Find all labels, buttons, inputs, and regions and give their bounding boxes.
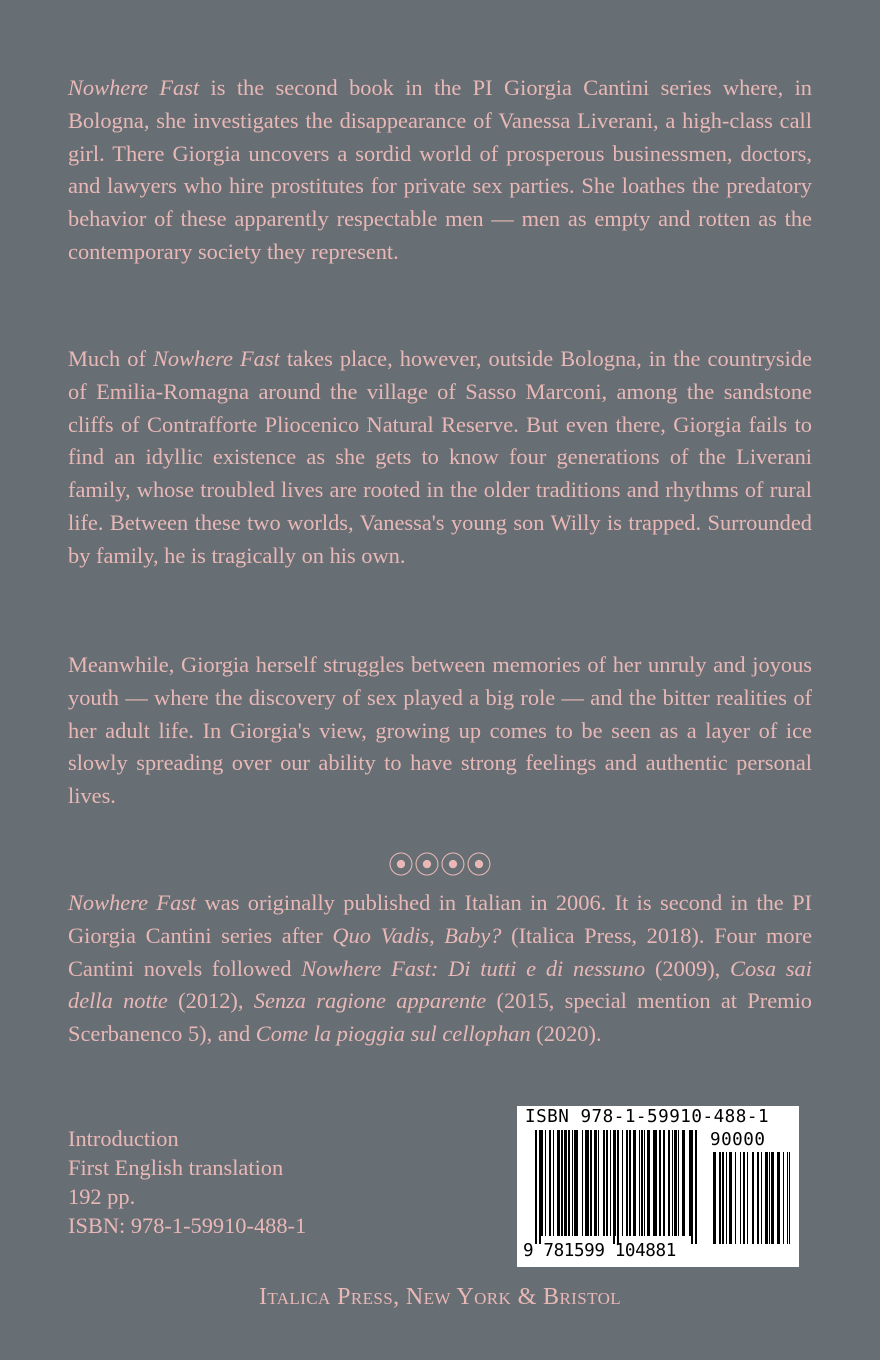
- barcode-bar: [606, 1130, 608, 1236]
- description-paragraph-2: [68, 343, 812, 573]
- barcode-guard-bar: [613, 1130, 615, 1244]
- paragraph-text: is the second book in the PI Giorgia Cantini series where, in Bologna, she investigates the disappearance of Vanessa Liverani, a high-class call girl. There Giorgia uncovers a sordid world of prosperous businessmen, doctors, and lawyers who hire prostitutes for private sex parties. She loathes the predatory behavior of these apparently respectable men — men as empty and rotten as the contemporary society they represent.: [68, 75, 812, 264]
- paragraph-text: (2009),: [645, 955, 731, 981]
- barcode-bar: [622, 1130, 623, 1236]
- barcode-bar: [647, 1130, 650, 1236]
- barcode-bar: [722, 1152, 724, 1244]
- barcode-bar: [603, 1130, 605, 1236]
- barcode-bar: [574, 1130, 578, 1236]
- circle-ornament-icon: ⦿: [440, 851, 467, 880]
- book-title: Quo Vadis, Baby?: [332, 922, 502, 948]
- barcode-bar: [541, 1130, 543, 1236]
- barcode-bar: [769, 1152, 770, 1244]
- barcode-bar: [761, 1152, 762, 1244]
- circle-ornament-icon: ⦿: [466, 851, 493, 880]
- publisher-imprint: Italica Press, New York & Bristol: [258, 1284, 622, 1310]
- barcode-addon-number: 90000: [710, 1130, 766, 1150]
- barcode-bar: [789, 1152, 790, 1244]
- barcode-bar: [639, 1130, 640, 1236]
- paragraph-text: was originally published in Italian in 2006. It is second in the PI Giorgia Cantini series after: [68, 890, 812, 948]
- barcode-bar: [735, 1152, 736, 1244]
- details-translation: First English translation: [68, 1155, 284, 1180]
- barcode-bar: [582, 1130, 583, 1236]
- barcode-bar: [682, 1130, 685, 1236]
- paragraph-text: (2020).: [530, 1021, 602, 1047]
- barcode-bar: [752, 1152, 754, 1244]
- barcode-bar: [747, 1152, 748, 1244]
- barcode-bar: [765, 1152, 768, 1244]
- barcode-bar: [719, 1152, 721, 1244]
- book-title: Nowhere Fast: [68, 75, 200, 100]
- barcode-bar: [678, 1130, 679, 1236]
- barcode-bar: [777, 1152, 780, 1244]
- barcode-guard-bar: [691, 1130, 693, 1244]
- barcode-guard-bar: [535, 1130, 537, 1244]
- barcode-bar: [610, 1130, 611, 1236]
- barcode-bar: [564, 1130, 567, 1236]
- barcode-bar: [729, 1152, 732, 1244]
- barcode-bar: [644, 1130, 645, 1236]
- barcode-bar: [553, 1130, 554, 1236]
- paragraph-text: (2012),: [167, 988, 254, 1014]
- circle-ornament-icon: ⦿: [387, 851, 414, 880]
- paragraph-text: (2015, special mention at Premio Scerbanenco 5), and: [68, 988, 812, 1047]
- barcode-bar: [653, 1130, 657, 1236]
- description-paragraph-1: [68, 72, 812, 269]
- barcode-bar: [545, 1130, 546, 1236]
- barcode-bar: [713, 1152, 716, 1244]
- barcode-bar: [568, 1130, 570, 1236]
- barcode-bar: [641, 1130, 643, 1236]
- barcode-bar: [726, 1152, 727, 1244]
- barcode-guard-bar: [695, 1130, 697, 1244]
- details-introduction: Introduction: [68, 1126, 179, 1151]
- barcode-bar: [743, 1152, 745, 1244]
- paragraph-text: takes place, however, outside Bologna, in the countryside of Emilia-Romagna around the village of Sasso Marconi, among the sandstone cliffs of Contrafforte Pliocenico Natural Reserve. But even there, Giorgia fails to find an idyllic existence as she gets to know four generations of the Liverani family, whose troubled lives are rooted in the older traditions and rhythms of rural life. Between these two worlds, Vanessa's young son Willy is trapped. Surrounded by family, he is tragically on his own.: [68, 346, 812, 568]
- barcode-bar: [561, 1130, 563, 1236]
- barcode-bar: [668, 1130, 670, 1236]
- book-title: Cosa sai della notte: [68, 955, 812, 1014]
- publication-note: [68, 887, 812, 1051]
- barcode-bar: [629, 1130, 631, 1236]
- details-isbn: ISBN: 978-1-59910-488-1: [68, 1213, 307, 1238]
- book-title: Nowhere Fast: Di tutti e di nessuno: [301, 955, 646, 981]
- barcode-bar: [626, 1130, 628, 1236]
- paragraph-text: Meanwhile, Giorgia herself struggles between memories of her unruly and joyous youth — where the discovery of sex played a big role — and the bitter realities of her adult life. In Giorgia's view, growing up comes to be seen as a layer of ice slowly spreading over our ability to have strong feelings and authentic personal lives.: [68, 652, 812, 809]
- barcode-bar: [549, 1130, 551, 1236]
- description-paragraph-3: [68, 649, 812, 813]
- book-title: Come la pioggia sul cellophan: [255, 1021, 531, 1047]
- barcode-bar: [663, 1130, 665, 1236]
- barcode-bar: [557, 1130, 560, 1236]
- barcode-bar: [672, 1130, 673, 1236]
- barcode-guard-bar: [617, 1130, 619, 1244]
- barcode-bar: [787, 1152, 788, 1244]
- barcode-bar: [659, 1130, 661, 1236]
- barcode-isbn-label: ISBN 978-1-59910-488-1: [525, 1107, 770, 1127]
- barcode-guard-bar: [539, 1130, 541, 1244]
- paragraph-text: (Italica Press, 2018). Four more Cantini novels followed: [68, 922, 813, 981]
- circle-ornament-icon: ⦿: [413, 851, 440, 880]
- paragraph-text: Much of: [68, 346, 153, 371]
- details-page-count: 192 pp.: [68, 1184, 136, 1209]
- book-details: [68, 1124, 306, 1240]
- section-ornament: [0, 845, 880, 882]
- book-title: Senza ragione apparente: [253, 988, 487, 1014]
- barcode-ean-number: 9 781599 104881: [523, 1241, 676, 1261]
- barcode-bar: [674, 1130, 677, 1236]
- barcode-bar: [740, 1152, 741, 1244]
- barcode-bar: [757, 1152, 759, 1244]
- book-title: Nowhere Fast: [68, 890, 197, 915]
- barcode-bar: [572, 1130, 573, 1236]
- book-title: Nowhere Fast: [152, 346, 280, 371]
- barcode-bar: [771, 1152, 774, 1244]
- barcode-bar: [633, 1130, 636, 1236]
- barcode-bar: [585, 1130, 589, 1236]
- barcode-bar: [590, 1130, 592, 1236]
- isbn-barcode: [517, 1106, 799, 1267]
- barcode-bar: [594, 1130, 597, 1236]
- barcode-bar: [598, 1130, 599, 1236]
- barcode-bar: [783, 1152, 784, 1244]
